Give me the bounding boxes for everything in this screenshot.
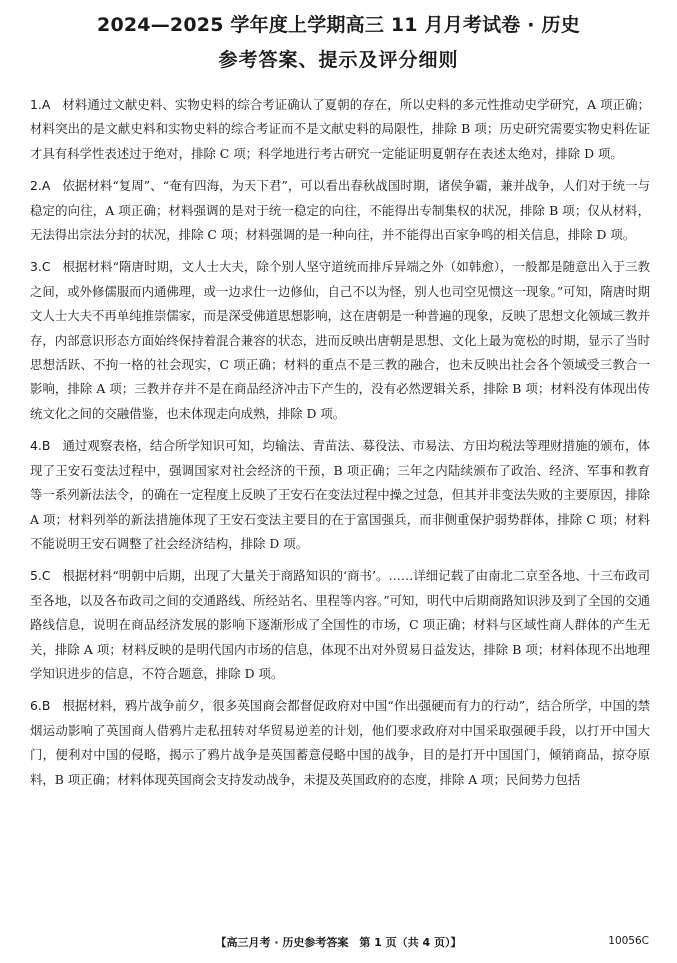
answer-item-2 xyxy=(30,174,650,247)
answer-letter: A xyxy=(41,97,51,112)
answer-item-6 xyxy=(30,694,650,792)
answer-explanation: 根据材料，鸦片战争前夕，很多英国商会都督促政府对中国“作出强硬而有力的行动”，结合所学，中国的禁烟运动影响了英国商人借鸦片走私扭转对华贸易逆差的计划，他们要求政府对中国采取强硬手段，以打开中国大门，便利对中国的侵略，揭示了鸦片战争是英国蓄意侵略中国的战争，目的是打开中国国门，倾销商品，掠夺原料，B 项正确；材料体现英国商会支持发动战争，未提及英国政府的态度，排除 A 项；民间势力包括 xyxy=(30,698,650,787)
answer-explanation: 通过观察表格，结合所学知识可知，均输法、青苗法、募役法、市易法、方田均税法等理财措施的颁布，体现了王安石变法过程中，强调国家对社会经济的干预，B 项正确；三年之内陆续颁布了政治、经济、军事和教育等一系列新法法令，的确在一定程度上反映了王安石在变法过程中操之过急，但其并非变法失败的主要原因，排除 A 项；材料列举的新法措施体现了王安石变法主要目的在于富国强兵，而非侧重保护弱势群体，排除 C 项；材料不能说明王安石调整了社会经济结构，排除 D 项。 xyxy=(30,438,650,551)
question-number: 2. xyxy=(30,178,42,194)
answer-item-5 xyxy=(30,564,650,686)
answer-letter: B xyxy=(41,438,51,454)
answer-explanation: 根据材料“隋唐时期，文人士大夫，除个别人坚守道统而排斥异端之外（如韩愈），一般都是随意出入于三教之间，或外修儒服而内通佛理，或一边求仕一边修仙，自己不以为怪，别人也司空见惯这一现象。”可知，隋唐时期文人士大夫不再单纯推崇儒家，而是深受佛道思想影响，这在唐朝是一种普遍的现象，反映了思想文化领域三教并存，内部意识形态方面始终保持着混合兼容的状态，进而反映出唐朝是思想、文化上最为宽松的时期，显示了当时思想活跃、不拘一格的社会现实，C 项正确；材料的重点不是三教的融合，也未反映出社会各个领域受三教合一影响，排除 A 项；三教并存并不是在商品经济冲击下产生的，没有必然逻辑关系，排除 B 项；材料没有体现出传统文化之间的交融借鉴，也未体现走向成熟，排除 D 项。 xyxy=(30,259,650,421)
answer-explanation: 根据材料“明朝中后期，出现了大量关于商路知识的‘商书’。……详细记载了由南北二京至各地、十三布政司至各地，以及各布政司之间的交通路线、所经站名、里程等内容。”可知，明代中后期商路知识涉及到了全国的交通路线信息，说明在商品经济发展的影响下逐渐形成了全国性的市场，C 项正确；材料与区域性商人群体的产生无关，排除 A 项；材料反映的是明代国内市场的信息，体现不出对外贸易日益发达，排除 B 项；材料体现不出地理学知识进步的信息，不符合题意，排除 D 项。 xyxy=(30,568,650,681)
answer-explanation: 材料通过文献史料、实物史料的综合考证确认了夏朝的存在，所以史料的多元性推动史学研究，A 项正确；材料突出的是文献史料和实物史料的综合考证而不是文献史料的局限性，排除 B 项；历史研究需要实物史料佐证才具有科学性表述过于绝对，排除 C 项；科学地进行考古研究一定能证明夏朝存在表述太绝对，排除 D 项。 xyxy=(30,97,650,161)
question-number: 6. xyxy=(30,698,42,714)
footer-document-code: 10056C xyxy=(608,935,649,947)
answer-item-4 xyxy=(30,434,650,556)
answer-item-1 xyxy=(30,93,650,166)
answer-explanation: 依据材料“复周”、“奄有四海，为天下君”，可以看出春秋战国时期，诸侯争霸，兼并战争，人们对于统一与稳定的向往，A 项正确；材料强调的是对于统一稳定的向往，不能得出专制集权的状况，排除 B 项；仅从材料，无法得出宗法分封的状况，排除 C 项；材料强调的是一种向往，并不能得出百家争鸣的相关信息，排除 D 项。 xyxy=(30,178,650,243)
page-footer xyxy=(0,934,677,952)
page-title: 2024—2025 学年度上学期高三 11 月月考试卷 · 历史 xyxy=(97,14,580,36)
question-number: 3. xyxy=(30,259,42,275)
question-number: 4. xyxy=(30,438,42,454)
answer-letter: B xyxy=(41,698,51,714)
question-number: 5. xyxy=(30,568,42,584)
page-subtitle: 参考答案、提示及评分细则 xyxy=(218,49,459,71)
answer-letter: C xyxy=(41,259,51,275)
question-number: 1. xyxy=(30,97,42,112)
answer-letter: C xyxy=(41,568,51,584)
answer-item-3 xyxy=(30,255,650,426)
answer-letter: A xyxy=(41,178,51,194)
answer-list xyxy=(30,93,650,800)
footer-page-label: 【高三月考 · 历史参考答案 第 1 页（共 4 页）】 xyxy=(215,936,462,949)
